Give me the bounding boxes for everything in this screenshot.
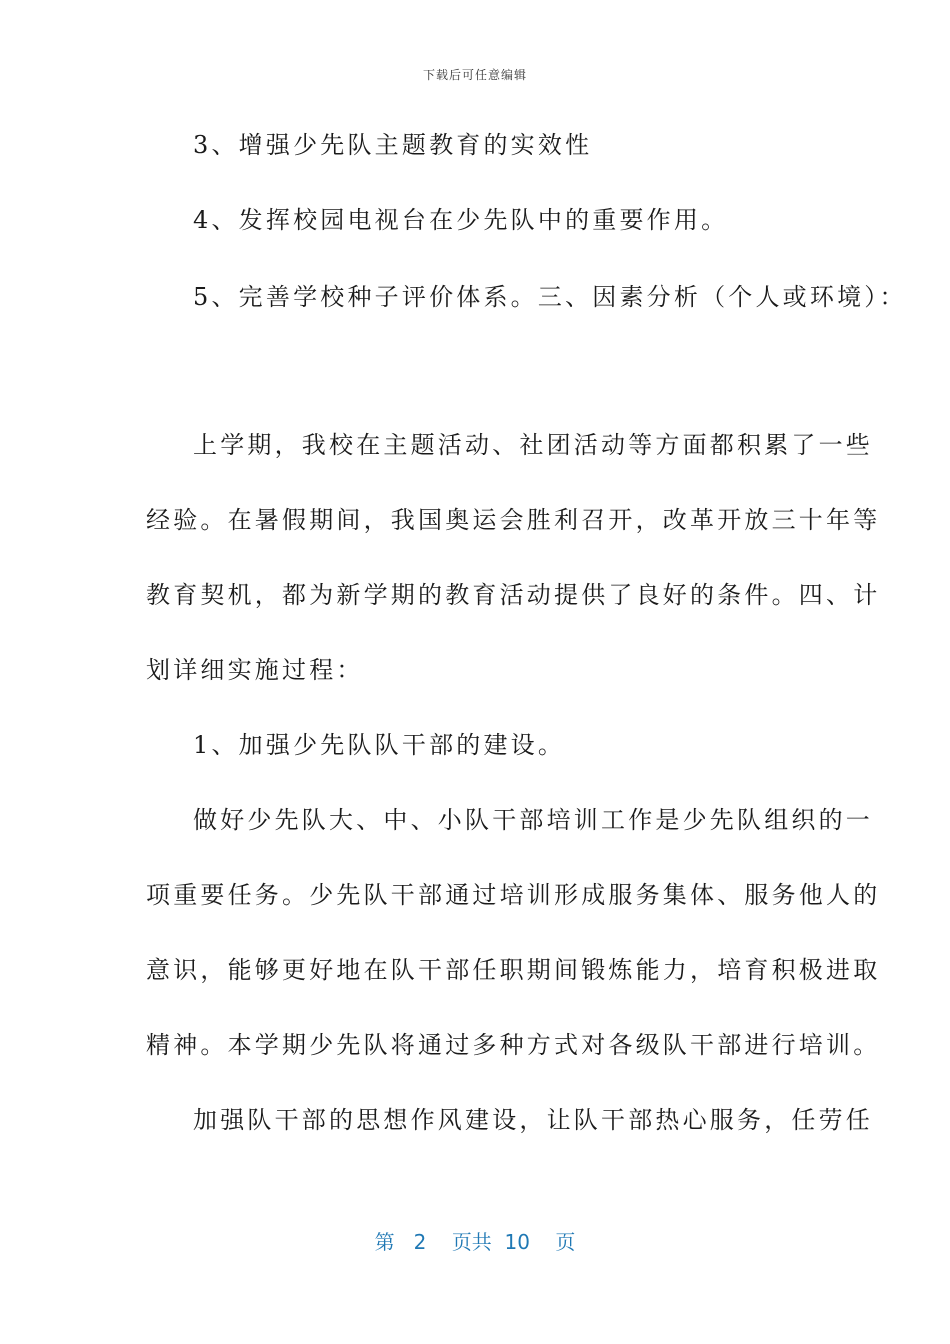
text-line-11: 意识，能够更好地在队干部任职期间锻炼能力，培育积极进取 — [146, 956, 881, 984]
text-line-2: 4、发挥校园电视台在少先队中的重要作用。 — [193, 206, 729, 234]
page-label-prefix: 第 — [374, 1230, 395, 1254]
text-line-7: 划详细实施过程： — [146, 656, 364, 684]
current-page-number: 2 — [413, 1230, 427, 1254]
text-line-1: 3、增强少先队主题教育的实效性 — [193, 131, 593, 159]
total-pages-number: 10 — [504, 1230, 530, 1254]
page-label-suffix: 页 — [555, 1230, 576, 1254]
text-line-3: 5、完善学校种子评价体系。三、因素分析（个人或环境）： — [193, 283, 907, 311]
page-label-middle: 页共 — [451, 1230, 492, 1254]
text-line-10: 项重要任务。少先队干部通过培训形成服务集体、服务他人的 — [146, 881, 881, 909]
text-line-5: 经验。在暑假期间，我国奥运会胜利召开，改革开放三十年等 — [146, 506, 881, 534]
text-line-13: 加强队干部的思想作风建设，让队干部热心服务，任劳任 — [193, 1106, 873, 1134]
page-footer — [0, 1226, 950, 1255]
page-header-note: 下载后可任意编辑 — [422, 68, 527, 82]
text-line-6: 教育契机，都为新学期的教育活动提供了良好的条件。四、计 — [146, 581, 881, 609]
text-line-12: 精神。本学期少先队将通过多种方式对各级队干部进行培训。 — [146, 1031, 881, 1059]
text-line-4: 上学期，我校在主题活动、社团活动等方面都积累了一些 — [193, 431, 873, 459]
text-line-9: 做好少先队大、中、小队干部培训工作是少先队组织的一 — [193, 806, 873, 834]
text-line-8: 1、加强少先队队干部的建设。 — [193, 731, 566, 759]
